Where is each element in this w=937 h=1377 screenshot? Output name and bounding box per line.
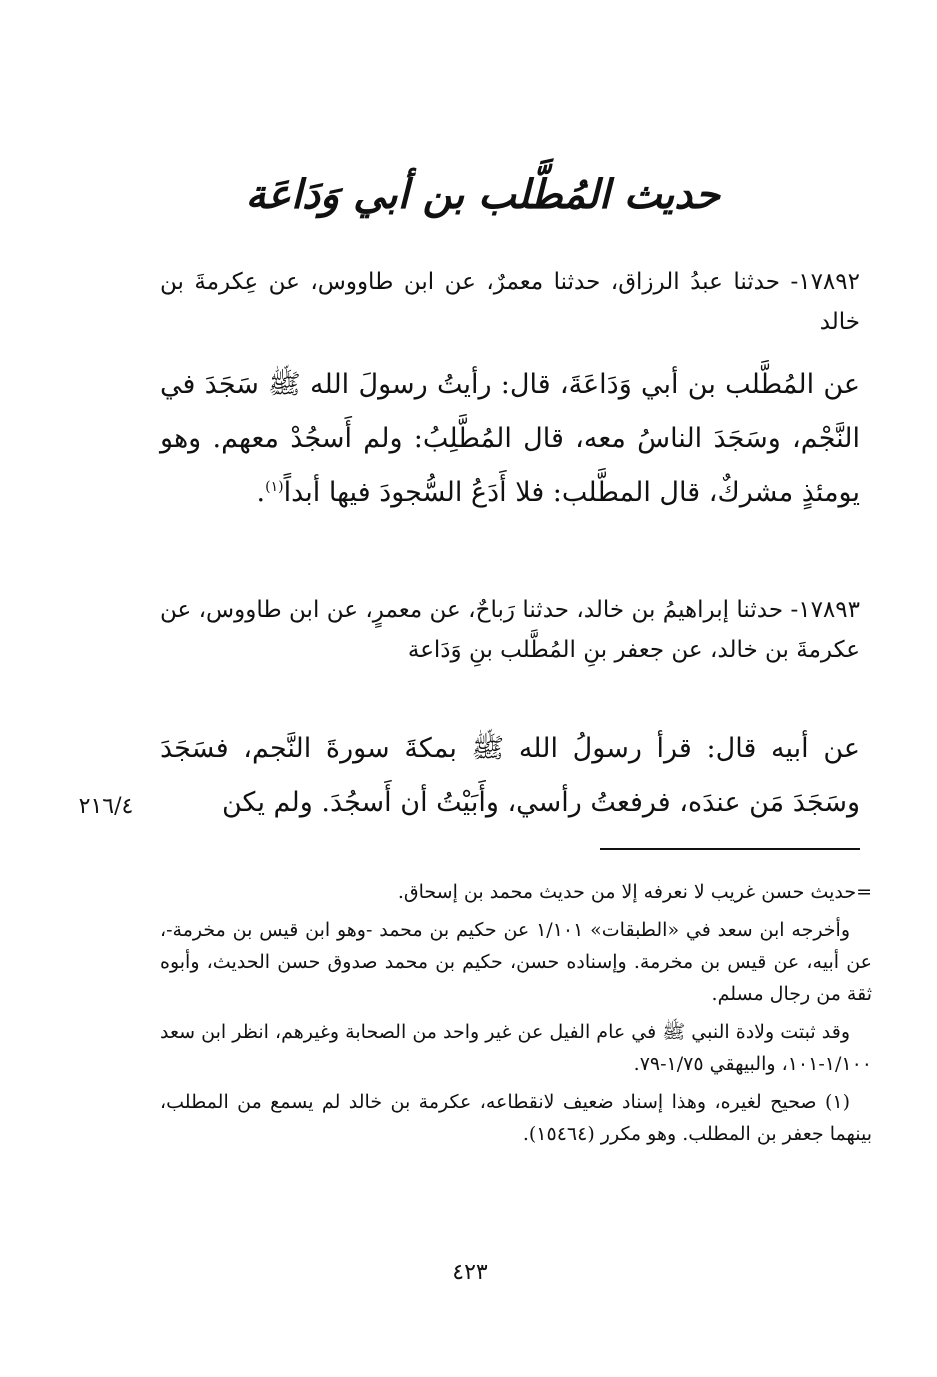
footnote-1: (١) صحيح لغيره، وهذا إسناد ضعيف لانقطاعه، عكرمة بن خالد لم يسمع من المطلب، بينهما جعفر بن المطلب. وهو مكرر (١٥٤٦٤). xyxy=(160,1091,872,1145)
footnote-paragraph: وأخرجه ابن سعد في «الطبقات» ١/١٠١ عن حكيم بن محمد -وهو ابن قيس بن مخرمة-، عن أبيه، عن قيس بن مخرمة. وإسناده حسن، حكيم بن محمد صدوق حسن الحديث، وأبوه ثقة من رجال مسلم. xyxy=(160,919,872,1005)
hadith-17892-end: . xyxy=(256,477,266,508)
footnote-paragraph: وقد ثبتت ولادة النبي ﷺ في عام الفيل عن غير واحد من الصحابة وغيرهم، انظر ابن سعد ١/١٠٠-١٠١، والبيهقي ١/٧٥-٧٩. xyxy=(160,1021,872,1075)
footnote-continued: =حديث حسن غريب لا نعرفه إلا من حديث محمد بن إسحاق. xyxy=(397,881,872,903)
hadith-17893-matn: عن أبيه قال: قرأ رسولُ الله ﷺ بمكةَ سورةَ النَّجم، فسَجَدَ وسَجَدَ مَن عندَه، فرفعتُ رأسي، وأَبَيْتُ أن أَسجُدَ. ولم يكن xyxy=(160,733,860,818)
margin-volume-reference: ٢١٦/٤ xyxy=(78,794,134,819)
section-heading: حديث المُطَّلب بن أبي وَدَاعَة xyxy=(245,171,720,218)
hadith-17892-text xyxy=(160,358,860,520)
footnote-separator xyxy=(600,848,860,850)
footnotes-section xyxy=(160,876,872,1156)
hadith-17892-matn: عن المُطَّلب بن أبي وَدَاعَةَ، قال: رأيتُ رسولَ الله ﷺ سَجَدَ في النَّجْم، وسَجَدَ الناسُ معه، قال المُطَّلِبُ: ولم أَسجُدْ معهم. وهو يومئذٍ مشركٌ، قال المطَّلب: فلا أَدَعُ السُّجودَ فيها أبداً xyxy=(160,369,860,508)
footnote-marker: (١) xyxy=(265,479,284,495)
hadith-17892-chain: ١٧٨٩٢- حدثنا عبدُ الرزاق، حدثنا معمرٌ، عن ابن طاووس، عن عِكرمةَ بن خالد xyxy=(160,269,860,335)
hadith-17893-chain: ١٧٨٩٣- حدثنا إبراهيمُ بن خالد، حدثنا رَباحٌ، عن معمرٍ، عن ابن طاووس، عن عكرمةَ بن خالد، عن جعفر بنِ المُطَّلب بنِ وَدَاعة xyxy=(160,597,860,663)
page-number: ٤٢٣ xyxy=(452,1260,488,1285)
